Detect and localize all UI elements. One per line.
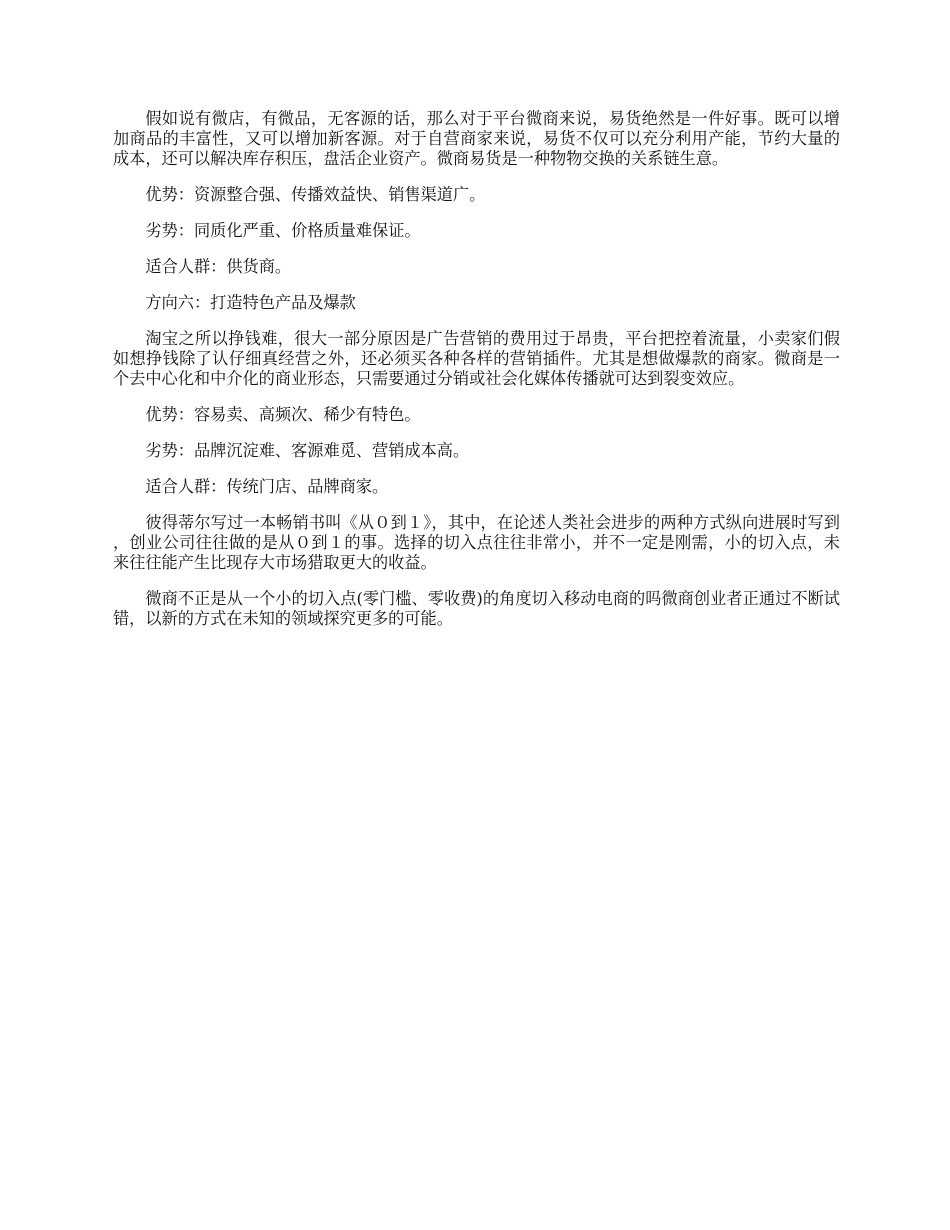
paragraph-taobao: 淘宝之所以挣钱难，很大一部分原因是广告营销的费用过于昂贵，平台把控着流量，小卖家们假如想挣钱除了认仔细真经营之外，还必须买各种各样的营销插件。尤其是想做爆款的商家。微商是一个去中心化和中介化的商业形态，只需要通过分销或社会化媒体传播就可达到裂变效应。	[113, 329, 840, 388]
paragraph-disadvantages-1: 劣势：同质化严重、价格质量难保证。	[145, 221, 421, 240]
paragraph-advantages-2: 优势：容易卖、高频次、稀少有特色。	[145, 405, 421, 424]
paragraph-easy-barter: 假如说有微店，有微品，无客源的话，那么对于平台微商来说，易货绝然是一件好事。既可以增加商品的丰富性，又可以增加新客源。对于自营商家来说，易货不仅可以充分利用产能，节约大量的成本，还可以解决库存积压，盘活企业资产。微商易货是一种物物交换的关系链生意。	[113, 109, 840, 168]
paragraph-disadvantages-2: 劣势：品牌沉淀难、客源难觅、营销成本高。	[145, 441, 470, 460]
document-body	[113, 109, 840, 645]
section-heading-direction-six: 方向六：打造特色产品及爆款	[145, 293, 356, 312]
paragraph-conclusion: 微商不正是从一个小的切入点(零门槛、零收费)的角度切入移动电商的吗微商创业者正通过不断试错，以新的方式在未知的领域探究更多的可能。	[113, 589, 840, 628]
paragraph-zero-to-one: 彼得蒂尔写过一本畅销书叫《从０到１》，其中，在论述人类社会进步的两种方式纵向进展时写到，创业公司往往做的是从０到１的事。选择的切入点往往非常小，并不一定是刚需，小的切入点，未来往往能产生比现存大市场猎取更大的收益。	[113, 513, 840, 572]
paragraph-target-audience-1: 适合人群：供货商。	[145, 257, 292, 276]
paragraph-advantages-1: 优势：资源整合强、传播效益快、销售渠道广。	[145, 185, 486, 204]
paragraph-target-audience-2: 适合人群：传统门店、品牌商家。	[145, 477, 389, 496]
